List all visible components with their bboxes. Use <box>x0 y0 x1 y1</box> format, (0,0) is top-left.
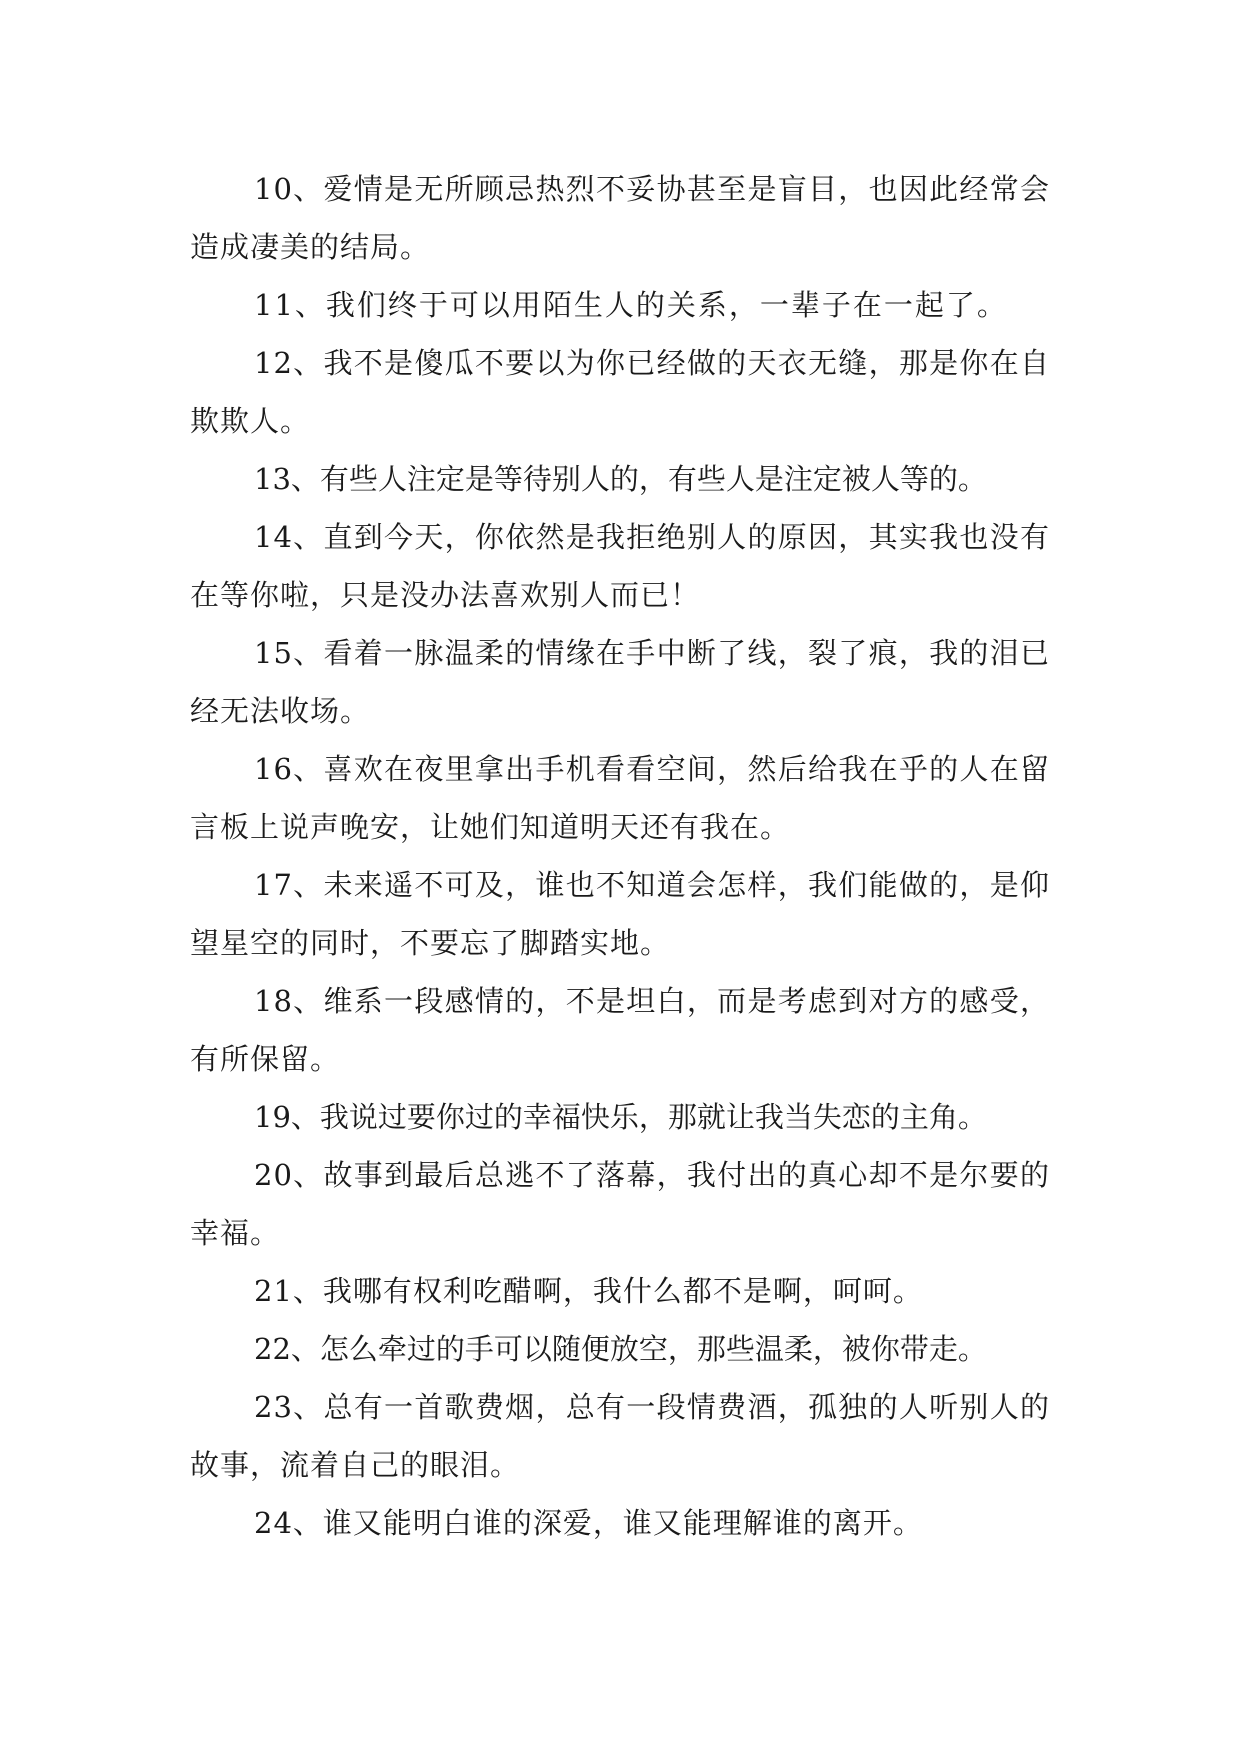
paragraph-17: 17、未来遥不可及，谁也不知道会怎样，我们能做的，是仰望星空的同时，不要忘了脚踏实地。 <box>190 868 1050 960</box>
paragraph-19: 19、我说过要你过的幸福快乐，那就让我当失恋的主角。 <box>254 1100 987 1134</box>
paragraph-22: 22、怎么牵过的手可以随便放空，那些温柔，被你带走。 <box>254 1332 987 1366</box>
paragraph-14: 14、直到今天，你依然是我拒绝别人的原因，其实我也没有在等你啦，只是没办法喜欢别人而已！ <box>190 520 1050 612</box>
document-body <box>190 160 1050 1552</box>
paragraph-10: 10、爱情是无所顾忌热烈不妥协甚至是盲目，也因此经常会造成凄美的结局。 <box>190 172 1050 264</box>
paragraph-24: 24、谁又能明白谁的深爱，谁又能理解谁的离开。 <box>254 1506 923 1540</box>
paragraph-18: 18、维系一段感情的，不是坦白，而是考虑到对方的感受，有所保留。 <box>190 984 1050 1076</box>
paragraph-21: 21、我哪有权利吃醋啊，我什么都不是啊，呵呵。 <box>254 1274 923 1308</box>
paragraph-20: 20、故事到最后总逃不了落幕，我付出的真心却不是尔要的幸福。 <box>190 1158 1050 1250</box>
paragraph-16: 16、喜欢在夜里拿出手机看看空间，然后给我在乎的人在留言板上说声晚安，让她们知道明天还有我在。 <box>190 752 1050 844</box>
paragraph-15: 15、看着一脉温柔的情缘在手中断了线，裂了痕，我的泪已经无法收场。 <box>190 636 1050 728</box>
paragraph-12: 12、我不是傻瓜不要以为你已经做的天衣无缝，那是你在自欺欺人。 <box>190 346 1050 438</box>
paragraph-13: 13、有些人注定是等待别人的，有些人是注定被人等的。 <box>254 462 987 496</box>
paragraph-11: 11、我们终于可以用陌生人的关系，一辈子在一起了。 <box>254 288 1008 322</box>
paragraph-23: 23、总有一首歌费烟，总有一段情费酒，孤独的人听别人的故事，流着自己的眼泪。 <box>190 1390 1050 1482</box>
